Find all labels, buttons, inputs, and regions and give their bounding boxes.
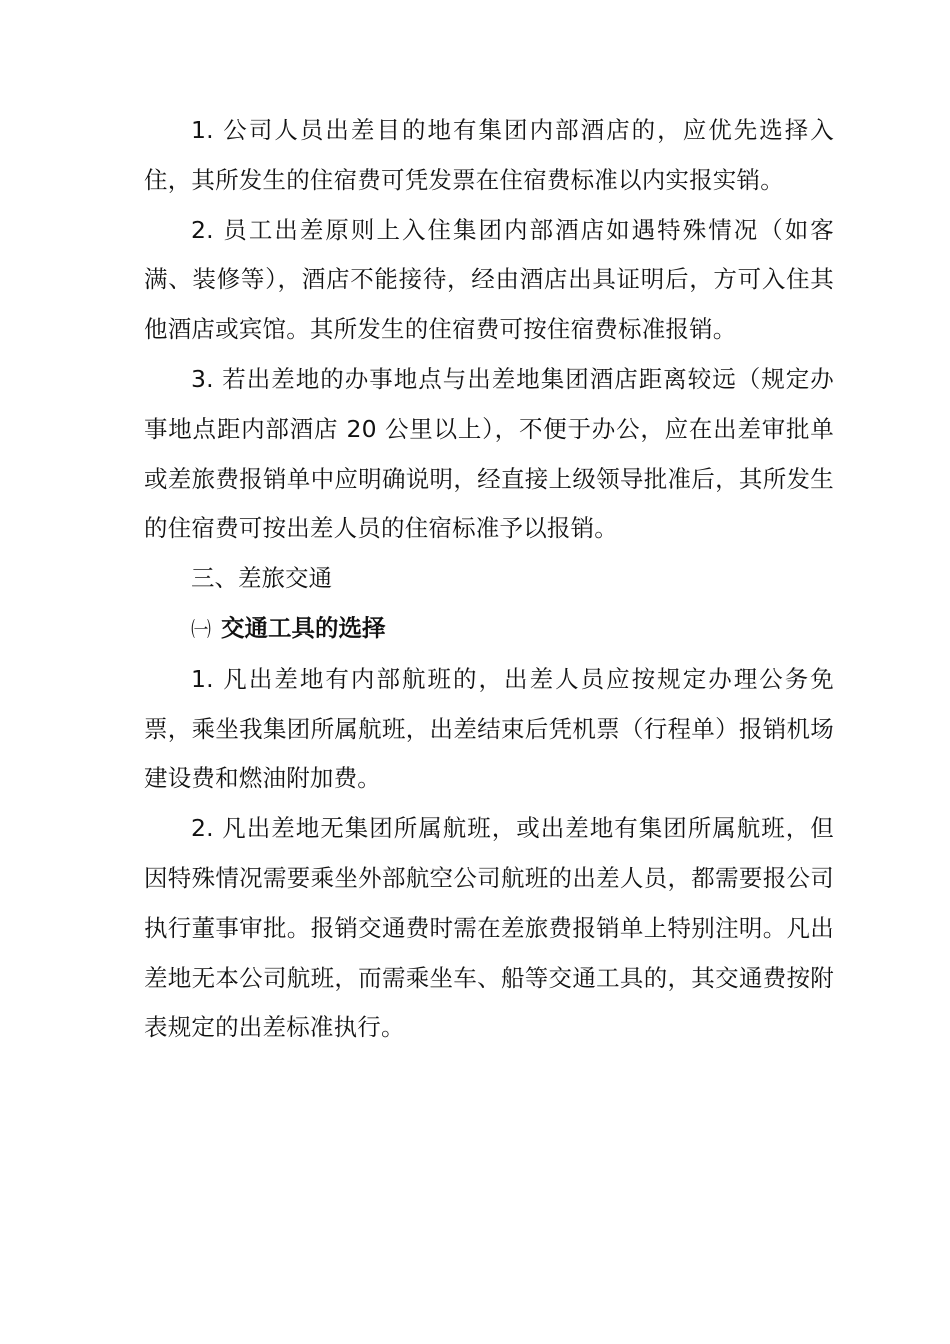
paragraph-hotel-distance: 3. 若出差地的办事地点与出差地集团酒店距离较远（规定办事地点距内部酒店 20 公里以上），不便于办公，应在出差审批单或差旅费报销单中应明确说明，经直接上级领导批准后，其所发生的住宿费可按出差人员的住宿标准予以报销。: [144, 364, 834, 543]
paragraph-hotel-priority: 1. 公司人员出差目的地有集团内部酒店的，应优先选择入住，其所发生的住宿费可凭发票在住宿费标准以内实报实销。: [144, 116, 834, 194]
paragraph-hotel-exception: 2. 员工出差原则上入住集团内部酒店如遇特殊情况（如客满、装修等），酒店不能接待，经由酒店出具证明后，方可入住其他酒店或宾馆。其所发生的住宿费可按住宿费标准报销。: [144, 215, 834, 344]
section-heading-travel-transport: 三、差旅交通: [191, 564, 332, 593]
subsection-marker: ㈠: [191, 616, 211, 641]
paragraph-external-flight: 2. 凡出差地无集团所属航班，或出差地有集团所属航班，但因特殊情况需要乘坐外部航空公司航班的出差人员，都需要报公司执行董事审批。报销交通费时需在差旅费报销单上特别注明。凡出差地无本公司航班，而需乘坐车、船等交通工具的，其交通费按附表规定的出差标准执行。: [144, 814, 834, 1042]
document-page: [144, 106, 834, 1053]
paragraph-internal-flight: 1. 凡出差地有内部航班的，出差人员应按规定办理公务免票，乘坐我集团所属航班，出差结束后凭机票（行程单）报销机场建设费和燃油附加费。: [144, 664, 834, 793]
subsection-title: 交通工具的选择: [221, 613, 386, 642]
subsection-heading: [144, 604, 834, 655]
